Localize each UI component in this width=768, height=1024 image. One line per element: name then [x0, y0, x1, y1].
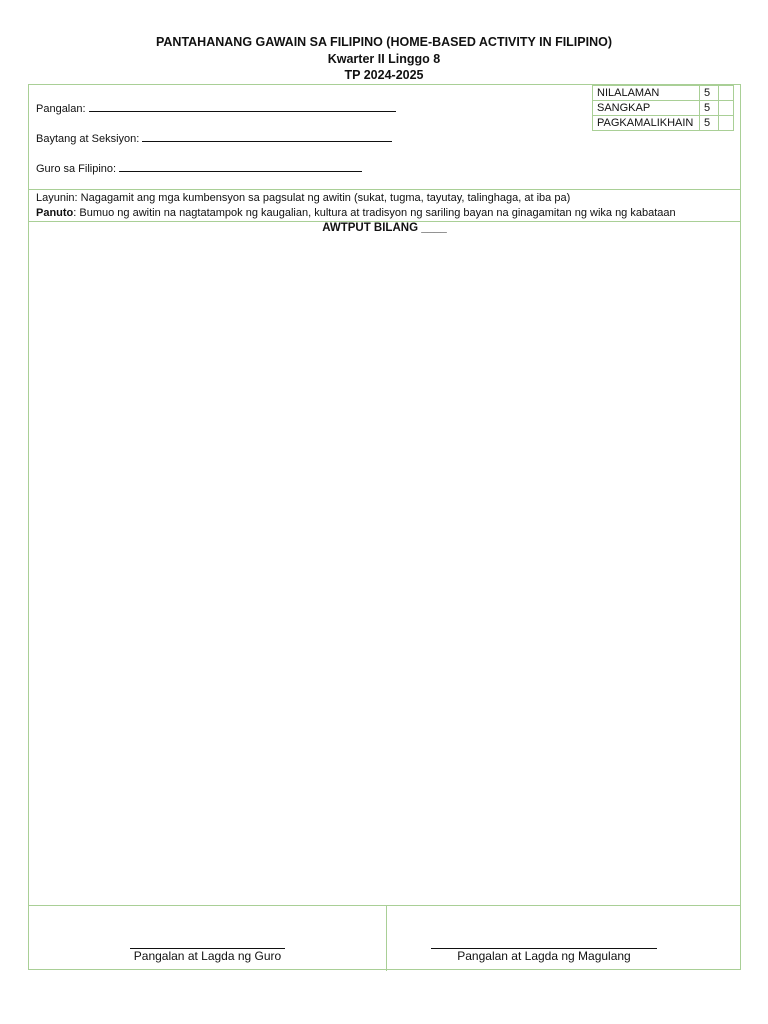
- teacher-label: Guro sa Filipino:: [36, 163, 117, 175]
- grade-section-input-line[interactable]: [142, 131, 392, 142]
- teacher-signature: [125, 936, 290, 963]
- rubric-score-cell[interactable]: [719, 86, 734, 101]
- activity-sheet: [28, 84, 741, 970]
- rubric-points: 5: [700, 116, 719, 131]
- document-subtitle: Kwarter II Linggo 8: [327, 52, 441, 66]
- grade-section-label: Baytang at Seksiyon:: [36, 133, 140, 145]
- teacher-signature-label: Pangalan at Lagda ng Guro: [133, 949, 282, 963]
- divider: [29, 905, 740, 906]
- signature-divider: [386, 905, 387, 971]
- directions-body: : Bumuo ng awitin na nagtatampok ng kaugalian, kultura at tradisyon ng sariling bayan na ginagamitan ng wika ng kabataan: [73, 207, 676, 219]
- rubric-points: 5: [700, 86, 719, 101]
- rubric-table: [592, 85, 734, 131]
- document-title: PANTAHANANG GAWAIN SA FILIPINO (HOME-BASED ACTIVITY IN FILIPINO): [155, 35, 613, 49]
- output-number-label: AWTPUT BILANG ____: [322, 222, 447, 234]
- directions-label: Panuto: [36, 207, 74, 219]
- rubric-score-cell[interactable]: [719, 101, 734, 116]
- teacher-field: [36, 161, 362, 175]
- rubric-row: [593, 116, 734, 131]
- directions-text: [36, 207, 676, 219]
- rubric-row: [593, 101, 734, 116]
- parent-signature: [429, 936, 659, 963]
- rubric-criterion: PAGKAMALIKHAIN: [593, 116, 700, 131]
- objective-text: Layunin: Nagagamit ang mga kumbensyon sa pagsulat ng awitin (sukat, tugma, tayutay, talinghaga, at iba pa): [36, 192, 571, 204]
- rubric-criterion: SANGKAP: [593, 101, 700, 116]
- school-year: TP 2024-2025: [344, 68, 424, 82]
- parent-signature-line[interactable]: [431, 936, 657, 949]
- rubric-criterion: NILALAMAN: [593, 86, 700, 101]
- name-label: Pangalan:: [36, 103, 86, 115]
- rubric-score-cell[interactable]: [719, 116, 734, 131]
- divider: [29, 189, 740, 190]
- grade-section-field: [36, 131, 392, 145]
- rubric-row: [593, 86, 734, 101]
- name-input-line[interactable]: [89, 101, 396, 112]
- parent-signature-label: Pangalan at Lagda ng Magulang: [457, 949, 631, 963]
- rubric-points: 5: [700, 101, 719, 116]
- name-field: [36, 101, 396, 115]
- teacher-input-line[interactable]: [119, 161, 362, 172]
- teacher-signature-line[interactable]: [130, 936, 285, 949]
